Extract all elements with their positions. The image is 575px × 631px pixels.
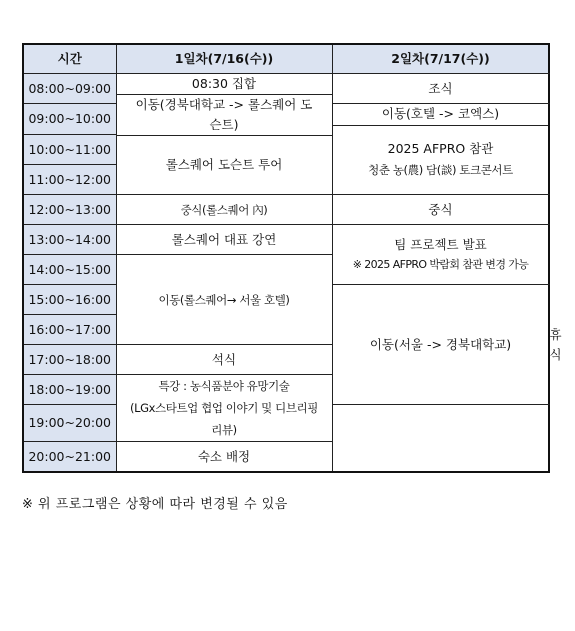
day2-move-back: 이동(서울 -> 경북대학교) (332, 285, 549, 405)
time-cell: 15:00~16:00 (23, 285, 116, 315)
day1-lecture: 롤스퀘어 대표 강연 (116, 225, 332, 255)
time-cell: 12:00~13:00 (23, 195, 116, 225)
time-cell: 11:00~12:00 (23, 165, 116, 195)
header-time: 시간 (23, 44, 116, 74)
day1-lunch: 중식(롤스퀘어 內) (116, 195, 332, 225)
time-cell: 19:00~20:00 (23, 405, 116, 442)
day1-room: 숙소 배정 (116, 442, 332, 473)
time-cell: 16:00~17:00 (23, 315, 116, 345)
day1-gather: 08:30 집합 (116, 74, 332, 95)
schedule-table: 시간 1일차(7/16(수)) 2일차(7/17(수)) 08:00~09:00 08:30 집합 조식 이동(경북대학교 -> 롤스퀘어 도슨트) 09:00~10:00 이동(호텔 -> 코엑스) 2025 AFPRO 참관 청춘 농(農) 담(談) 토크콘서트 10:00~11:00 롤스퀘어 도슨트 투어 11:00~12:00 12:00~13:00 중식(롤스퀘어 內) 중식 13:00~14:00 롤스퀘어 대표 강연 팀 프로젝트 발표 ※ 2025 AFPRO 박람회 참관 변경 가능 14:00~15:00 이동(롤스퀘어→ 서울 호텔) 15:00~16:00 이동(서울 -> 경북대학교) 16:00~17:00 휴식 17:00~18:00 석식 18:00~19:00 특강 : 농식품분야 유망기술 (LGx스타트업 협업 이야기 및 디브리핑 리뷰) 19:00~20:00 20:00~21:00 숙소 배정 (22, 43, 550, 473)
day1-dinner: 석식 (116, 345, 332, 375)
header-day2: 2일차(7/17(수)) (332, 44, 549, 74)
day1-move-rolls (116, 95, 332, 136)
day2-team-line1: 팀 프로젝트 발표 (394, 236, 487, 252)
day1-special (116, 375, 332, 442)
time-cell: 14:00~15:00 (23, 255, 116, 285)
time-cell: 20:00~21:00 (23, 442, 116, 473)
time-cell: 18:00~19:00 (23, 375, 116, 405)
day2-afpro (332, 125, 549, 195)
day2-empty (332, 405, 549, 473)
day1-special-line2: (LGx스타트업 협업 이야기 및 디브리핑 리뷰) (130, 401, 318, 438)
day1-special-line1: 특강 : 농식품분야 유망기술 (158, 379, 290, 394)
day2-breakfast: 조식 (332, 74, 549, 104)
time-cell: 17:00~18:00 (23, 345, 116, 375)
day1-move-hotel: 이동(롤스퀘어→ 서울 호텔) (116, 255, 332, 345)
day2-afpro-line2: 청춘 농(農) 담(談) 토크콘서트 (368, 162, 513, 177)
time-cell: 09:00~10:00 (23, 104, 116, 135)
time-cell: 10:00~11:00 (23, 135, 116, 165)
time-cell: 13:00~14:00 (23, 225, 116, 255)
time-cell: 08:00~09:00 (23, 74, 116, 104)
day1-move-rolls-text: 이동(경북대학교 -> 롤스퀘어 도슨트) (135, 97, 313, 132)
day2-team-line2: ※ 2025 AFPRO 박람회 참관 변경 가능 (352, 257, 529, 271)
day2-afpro-line1: 2025 AFPRO 참관 (387, 140, 494, 156)
day2-lunch: 중식 (332, 195, 549, 225)
header-day1: 1일차(7/16(수)) (116, 44, 332, 74)
day2-move-coex: 이동(호텔 -> 코엑스) (332, 104, 549, 126)
day2-team (332, 225, 549, 285)
day1-tour: 롤스퀘어 도슨트 투어 (116, 136, 332, 195)
footnote: ※ 위 프로그램은 상황에 따라 변경될 수 있음 (22, 497, 288, 512)
